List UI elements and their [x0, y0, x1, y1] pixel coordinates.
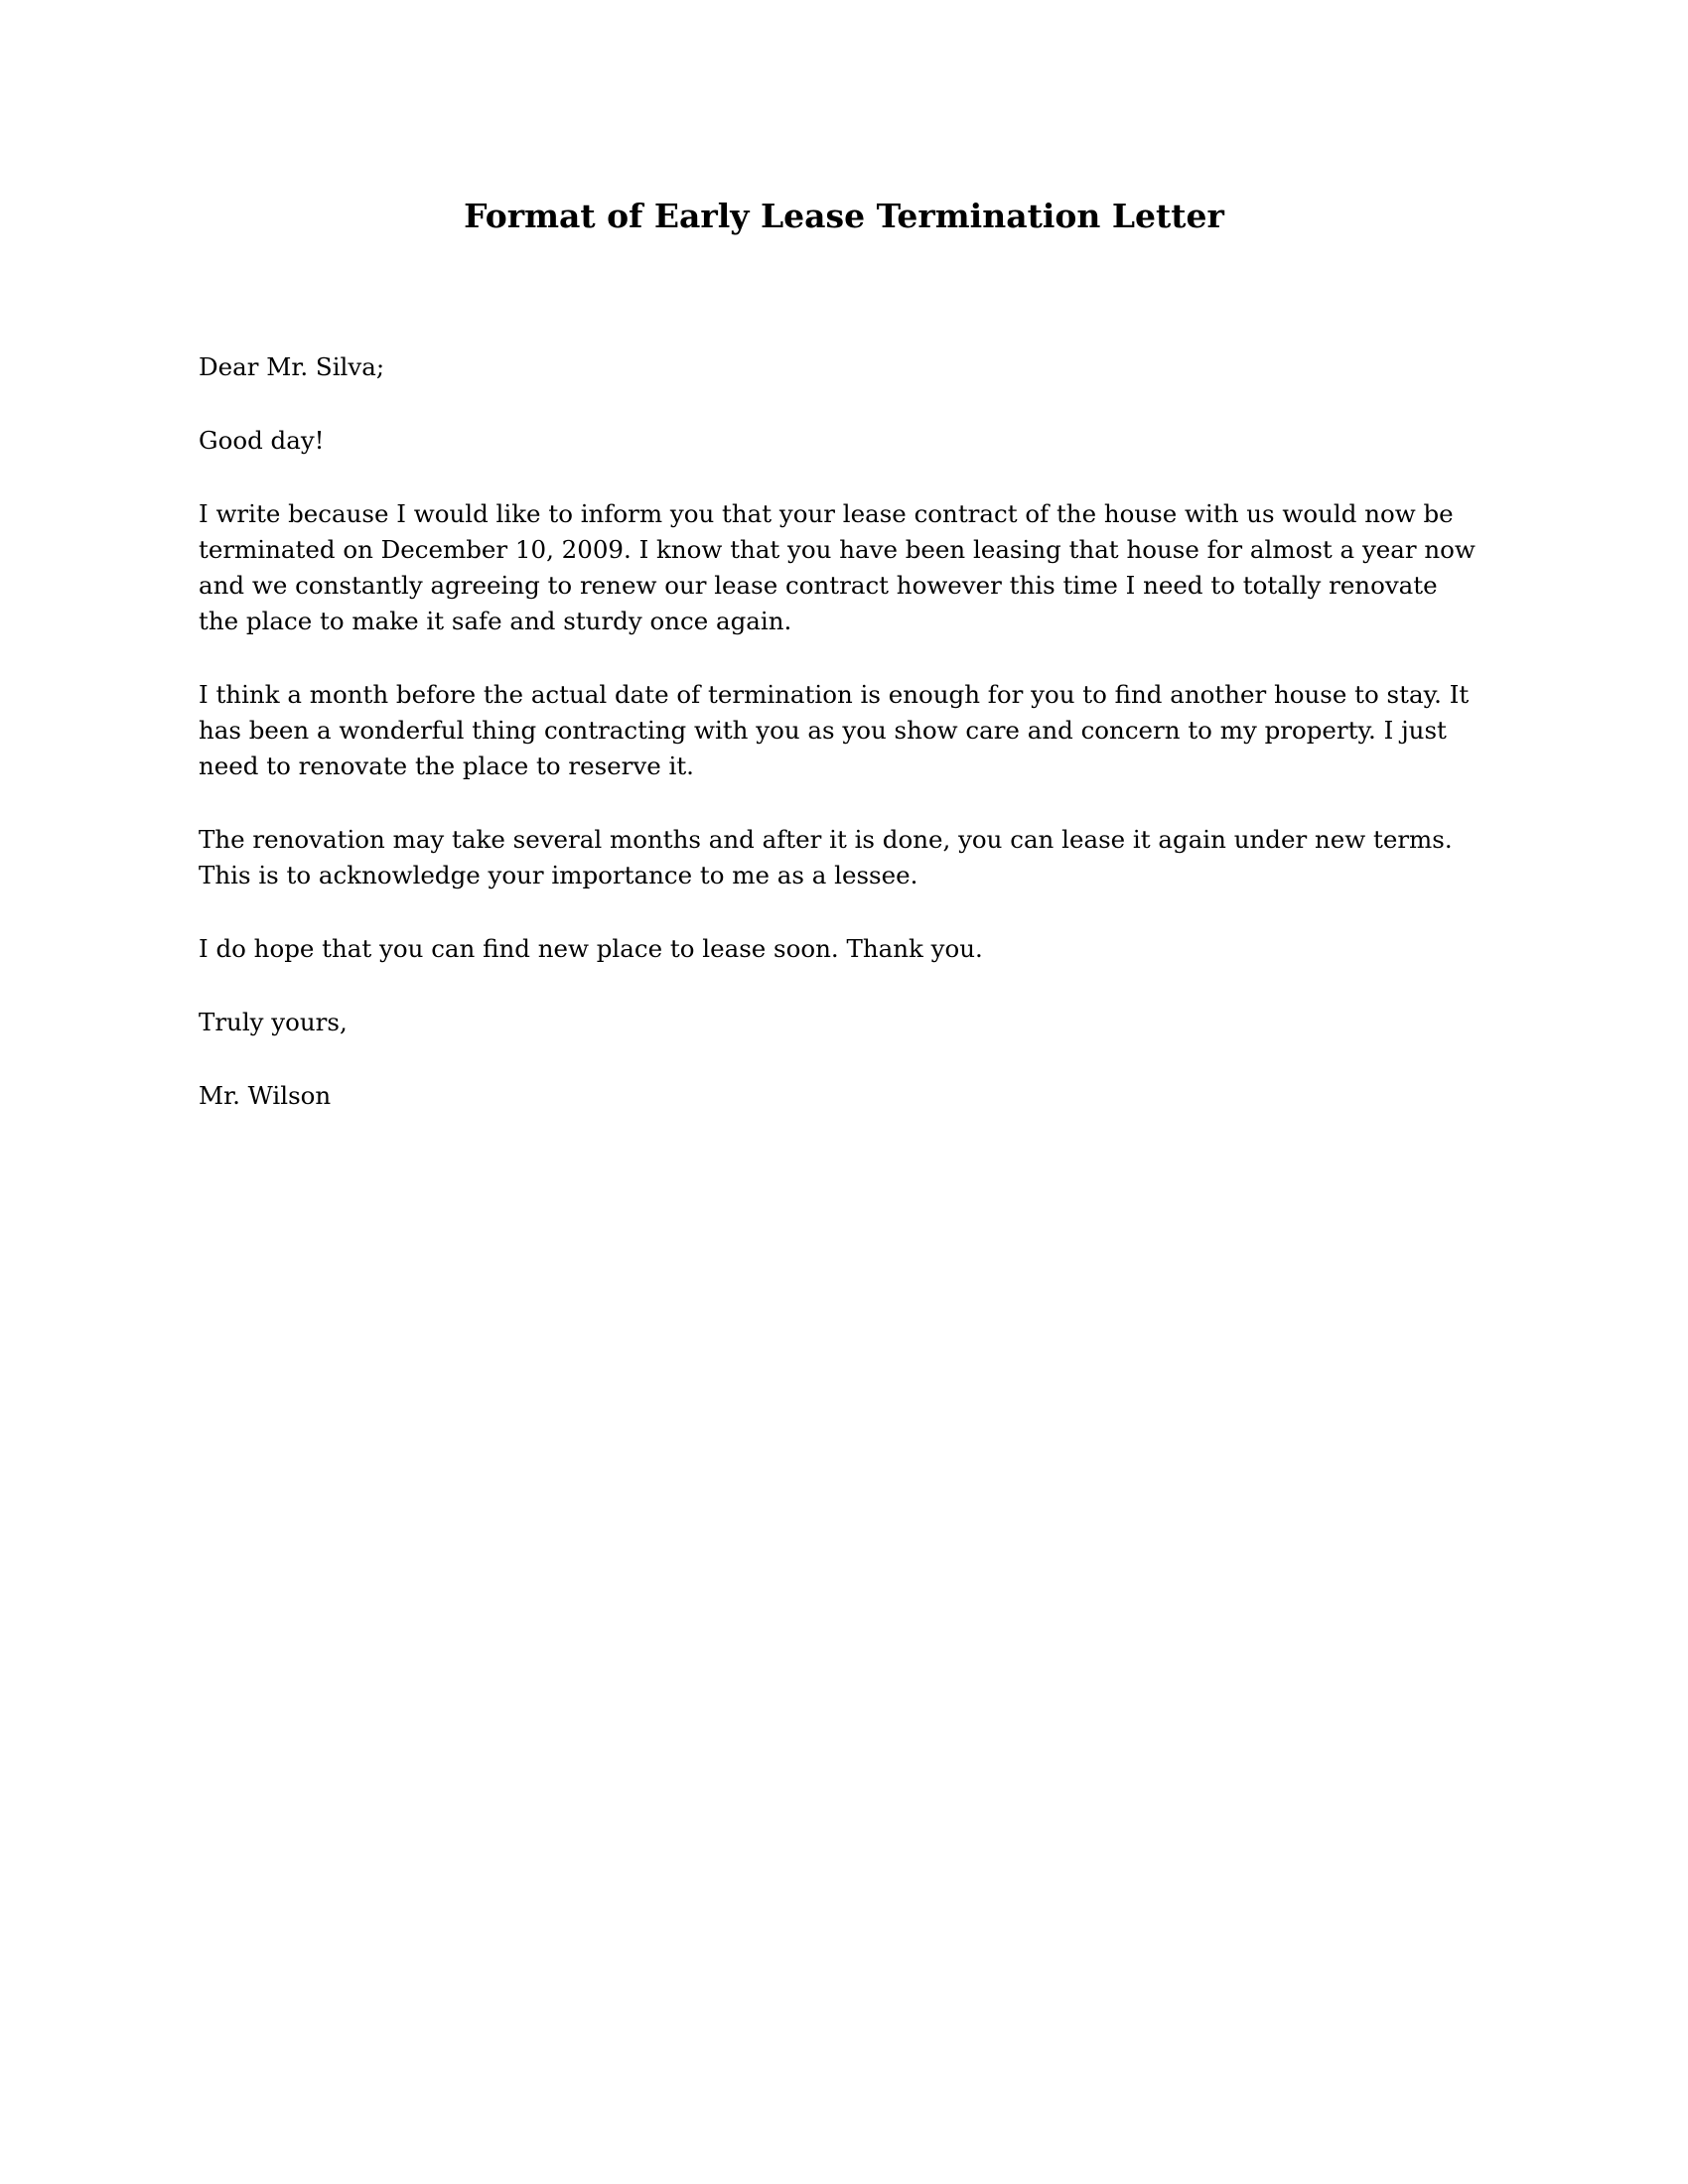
paragraph-2: I think a month before the actual date of termination is enough for you to find another house to stay. It has been a wonderful thing contracting with you as you show care and concern to my property. I just need to renovate the place to reserve it. — [199, 680, 1470, 780]
paragraph-3: The renovation may take several months and after it is done, you can lease it again under new terms. This is to acknowledge your importance to me as a lessee. — [199, 825, 1453, 889]
paragraph-1: I write because I would like to inform you that your lease contract of the house with us would now be terminated on December 10, 2009. I know that you have been leasing that house for almost a year now and we constantly agreeing to renew our lease contract however this time I need to totally renovate the place to make it safe and sturdy once again. — [199, 499, 1476, 635]
salutation: Dear Mr. Silva; — [199, 352, 385, 381]
document-title: Format of Early Lease Termination Letter — [464, 197, 1224, 235]
closing: Truly yours, — [199, 1008, 348, 1036]
signature: Mr. Wilson — [199, 1081, 332, 1110]
paragraph-4: I do hope that you can find new place to lease soon. Thank you. — [199, 934, 983, 963]
greeting: Good day! — [199, 426, 325, 455]
letter-body — [199, 349, 1479, 1152]
